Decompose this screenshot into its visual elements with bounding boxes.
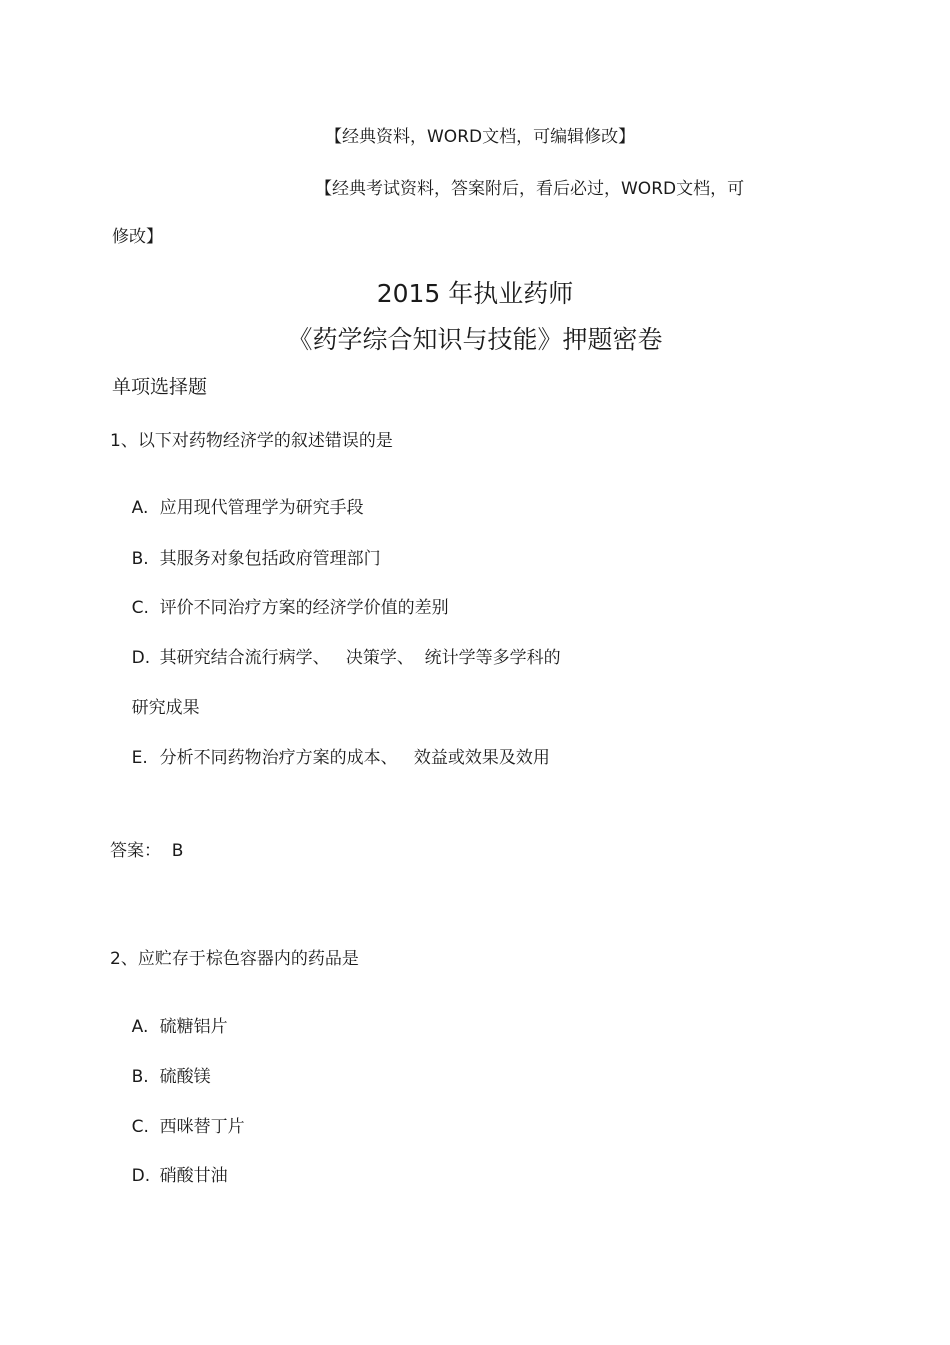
question-1-stem: 1、以下对药物经济学的叙述错误的是	[110, 431, 393, 451]
option-text: 研究成果	[131, 698, 200, 718]
question-2-option-c	[110, 1102, 245, 1153]
option-letter: E.	[131, 748, 148, 768]
option-letter: B.	[131, 1067, 149, 1087]
question-1-option-c	[110, 583, 449, 634]
document-subtitle: 《药学综合知识与技能》押题密卷	[287, 325, 663, 354]
option-text: 应用现代管理学为研究手段	[159, 498, 364, 518]
question-1-answer: 答案： B	[110, 841, 184, 861]
option-text: 硫糖铝片	[159, 1017, 228, 1037]
header-note-2: 【经典考试资料，答案附后，看后必过，WORD文档，可	[315, 179, 745, 199]
option-letter: B.	[131, 549, 149, 569]
option-text: 其研究结合流行病学、 决策学、 统计学等多学科的	[159, 648, 561, 668]
question-2-stem: 2、应贮存于棕色容器内的药品是	[110, 949, 359, 969]
option-letter: C.	[131, 598, 149, 618]
question-2-option-b	[110, 1052, 211, 1103]
question-1-option-d	[110, 633, 561, 684]
section-title: 单项选择题	[112, 376, 208, 398]
question-1-option-b	[110, 534, 381, 585]
option-text: 其服务对象包括政府管理部门	[159, 549, 381, 569]
header-note-2-continued: 修改】	[112, 227, 163, 247]
option-text: 硫酸镁	[159, 1067, 211, 1087]
document-title: 2015 年执业药师	[376, 279, 574, 308]
question-2-option-d	[110, 1151, 228, 1202]
option-text: 分析不同药物治疗方案的成本、 效益或效果及效用	[159, 748, 550, 768]
option-letter: A.	[131, 498, 149, 518]
header-note-1: 【经典资料，WORD文档，可编辑修改】	[325, 127, 636, 147]
option-text: 西咪替丁片	[159, 1117, 245, 1137]
option-letter: A.	[131, 1017, 149, 1037]
option-letter: C.	[131, 1117, 149, 1137]
option-letter: D.	[131, 648, 151, 668]
question-2-option-a	[110, 1002, 228, 1053]
question-1-option-d-continued	[110, 683, 200, 734]
question-1-option-e	[110, 733, 550, 784]
option-text: 评价不同治疗方案的经济学价值的差别	[159, 598, 449, 618]
option-letter: D.	[131, 1166, 151, 1186]
option-text: 硝酸甘油	[159, 1166, 228, 1186]
question-1-option-a	[110, 483, 364, 534]
